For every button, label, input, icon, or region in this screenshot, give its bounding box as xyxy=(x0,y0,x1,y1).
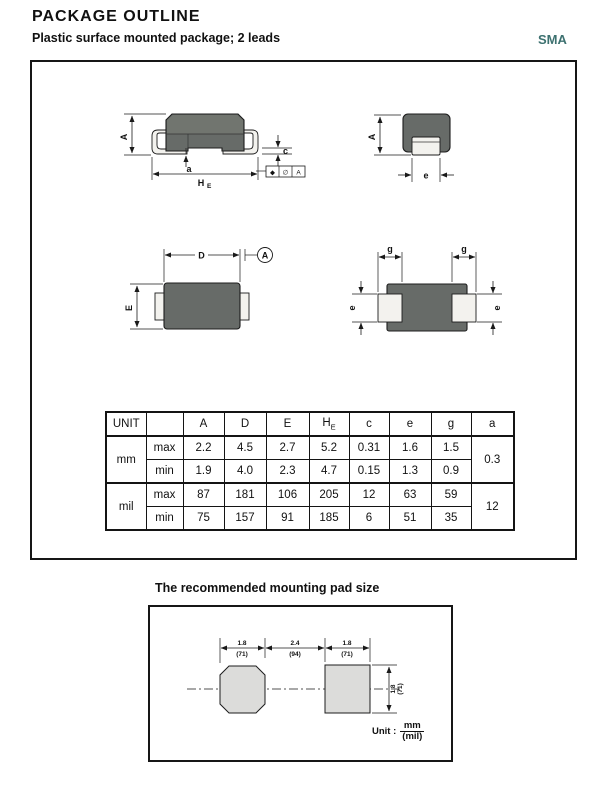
table-row xyxy=(106,460,514,484)
value-cell: 0.31 xyxy=(349,436,389,460)
top-dim-D-label: D xyxy=(198,250,205,261)
value-cell: 185 xyxy=(309,507,349,531)
table-header-row xyxy=(106,412,514,436)
value-cell: 6 xyxy=(349,507,389,531)
col-e: e xyxy=(389,412,431,436)
unit-note xyxy=(372,721,424,743)
front-dim-H-subscript: E xyxy=(207,183,212,190)
bottom-dim-e-right-label: e xyxy=(492,305,502,311)
right-mounting-pad xyxy=(325,665,370,713)
front-view-drawing xyxy=(119,114,305,190)
value-cell: 1.5 xyxy=(431,436,471,460)
unit-mm-cell: mm xyxy=(106,436,146,483)
page-title: PACKAGE OUTLINE xyxy=(32,8,201,25)
front-dim-a-label: a xyxy=(186,164,192,174)
mounting-pad-panel xyxy=(148,605,453,762)
value-cell: 87 xyxy=(183,483,224,507)
value-cell: 1.6 xyxy=(389,436,431,460)
unit-header-cell: UNIT xyxy=(106,412,146,436)
unit-mil-cell: mil xyxy=(106,483,146,530)
end-dim-A-label: A xyxy=(367,133,377,141)
bottom-dim-g-right-label: g xyxy=(461,244,467,254)
value-cell: 106 xyxy=(266,483,309,507)
col-c: c xyxy=(349,412,389,436)
end-view-drawing xyxy=(367,114,454,182)
value-cell: 4.0 xyxy=(224,460,266,484)
mounting-pad-heading: The recommended mounting pad size xyxy=(155,581,380,595)
bottom-right-pad xyxy=(452,294,476,322)
package-views-drawing xyxy=(32,62,575,407)
pad-dim-left-mil: (71) xyxy=(236,651,248,658)
a-value-mm-cell: 0.3 xyxy=(471,436,514,483)
col-a: a xyxy=(471,412,514,436)
end-dim-e-label: e xyxy=(423,170,429,181)
value-cell: 12 xyxy=(349,483,389,507)
value-cell: 63 xyxy=(389,483,431,507)
pad-dim-height-mil: (71) xyxy=(397,683,404,695)
pad-dim-left-mm: 1.8 xyxy=(237,640,247,647)
value-cell: 35 xyxy=(431,507,471,531)
value-cell: 4.7 xyxy=(309,460,349,484)
pad-dim-height-mm: 1.8 xyxy=(390,684,397,694)
unit-prefix: Unit : xyxy=(372,726,397,738)
pad-dim-right-mil: (71) xyxy=(341,651,353,658)
datum-feature-control-frame xyxy=(256,166,305,177)
a-value-mil-cell: 12 xyxy=(471,483,514,530)
value-cell: 181 xyxy=(224,483,266,507)
value-cell: 2.7 xyxy=(266,436,309,460)
value-cell: 2.2 xyxy=(183,436,224,460)
fcf-symbol-cell: ◆ xyxy=(270,169,275,177)
unit-fraction xyxy=(400,721,424,743)
value-cell: 91 xyxy=(266,507,309,531)
pad-dim-center-mil: (94) xyxy=(289,651,301,658)
col-HE: $H_E$ xyxy=(309,412,349,436)
limit-cell: max xyxy=(146,436,183,460)
left-mounting-pad xyxy=(220,666,265,713)
value-cell: 2.3 xyxy=(266,460,309,484)
fcf-tolerance-cell: ∅ xyxy=(282,169,289,177)
value-cell: 0.9 xyxy=(431,460,471,484)
limit-cell: min xyxy=(146,507,183,531)
value-cell: 5.2 xyxy=(309,436,349,460)
col-A: A xyxy=(183,412,224,436)
value-cell: 51 xyxy=(389,507,431,531)
front-dim-H-label: H xyxy=(197,178,205,188)
value-cell: 0.15 xyxy=(349,460,389,484)
top-view-drawing xyxy=(124,248,273,330)
top-package-body xyxy=(164,283,240,329)
bottom-dim-g-left-label: g xyxy=(387,244,393,254)
front-dim-c-label: c xyxy=(283,146,289,156)
value-cell: 157 xyxy=(224,507,266,531)
bottom-left-pad xyxy=(378,294,402,322)
col-g: g xyxy=(431,412,471,436)
pad-dim-center-mm: 2.4 xyxy=(290,640,300,647)
col-D: D xyxy=(224,412,266,436)
pad-dim-right-mm: 1.8 xyxy=(342,640,352,647)
value-cell: 59 xyxy=(431,483,471,507)
col-E: E xyxy=(266,412,309,436)
table-row xyxy=(106,507,514,531)
front-body-top-facet xyxy=(167,115,243,134)
value-cell: 205 xyxy=(309,483,349,507)
table-row xyxy=(106,483,514,507)
unit-numerator: mm xyxy=(400,721,424,732)
value-cell: 75 xyxy=(183,507,224,531)
package-code-badge: SMA xyxy=(538,32,567,47)
bottom-dim-e-left-label: e xyxy=(347,305,357,311)
dimension-table xyxy=(105,411,515,531)
unit-denominator: (mil) xyxy=(402,731,423,743)
page-subtitle: Plastic surface mounted package; 2 leads xyxy=(32,31,281,45)
bottom-view-drawing xyxy=(347,244,502,335)
end-lead-tab xyxy=(412,137,440,155)
value-cell: 1.3 xyxy=(389,460,431,484)
outline-drawing-panel xyxy=(30,60,577,560)
table-row xyxy=(106,436,514,460)
value-cell: 1.9 xyxy=(183,460,224,484)
front-dim-A-label: A xyxy=(119,133,129,141)
limit-cell: max xyxy=(146,483,183,507)
datum-A-label: A xyxy=(261,250,269,261)
value-cell: 4.5 xyxy=(224,436,266,460)
limit-cell: min xyxy=(146,460,183,484)
fcf-datum-cell: A xyxy=(296,169,301,177)
top-dim-E-label: E xyxy=(124,304,134,312)
blank-header-cell xyxy=(146,412,183,436)
